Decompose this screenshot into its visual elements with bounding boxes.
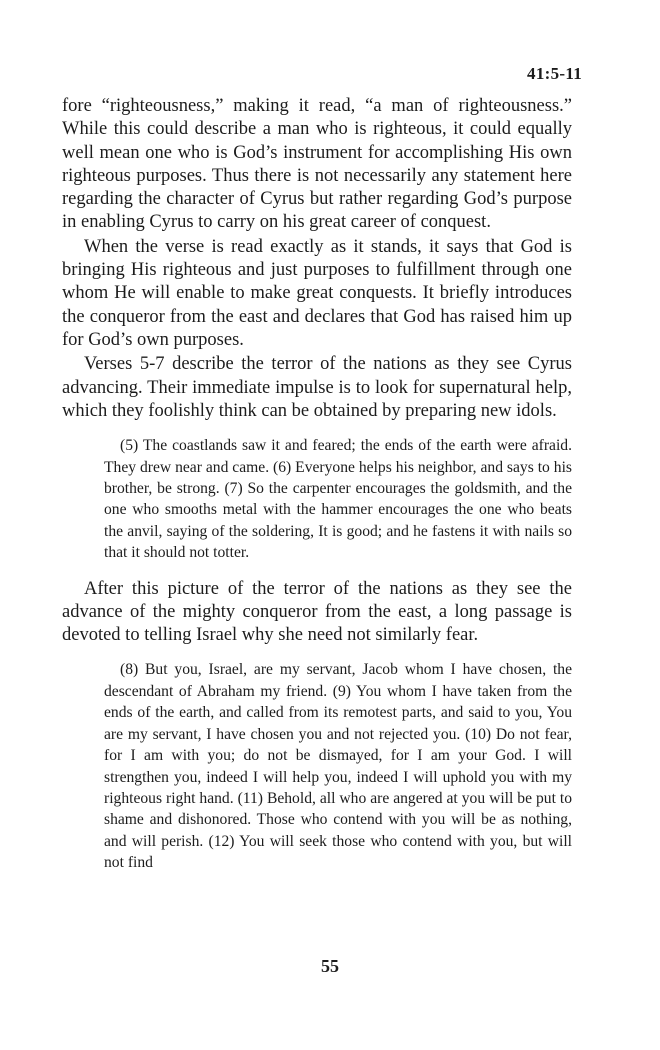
paragraph-verse-reading: When the verse is read exactly as it stands, it says that God is bringing His righteous and just purposes to fulfillment through one whom He will enable to make great conquests. It briefly introduces the conqueror from the east and declares that God has raised him up for God’s own purposes.: [62, 236, 572, 350]
paragraph-israel-fear: After this picture of the terror of the nations as they see the advance of the mighty conqueror from the east, a long passage is devoted to telling Israel why she need not similarly fear.: [62, 578, 572, 646]
page-number: 55: [321, 956, 339, 976]
scripture-quote-text: (8) But you, Israel, are my servant, Jacob whom I have chosen, the descendant of Abraham my friend. (9) You whom I have taken from the ends of the earth, and called from its remotest parts, and said to you, You are my servant, I have chosen you and not rejected you. (10) Do not fear, for I am with you; do not be dismayed, for I am your God. I will strengthen you, indeed I will help you, indeed I will uphold you with my righteous right hand. (11) Behold, all who are angered at you will be put to shame and dishonored. Those who contend with you will be as nothing, and will perish. (12) You will seek those who contend with you, but will not find: [104, 661, 572, 872]
paragraph-verses-5-7: Verses 5-7 describe the terror of the nations as they see Cyrus advancing. Their immediate impulse is to look for supernatural help, which they foolishly think can be obtained by preparing new idols.: [62, 354, 572, 421]
scripture-quote-5-7: [62, 435, 572, 563]
scripture-quote-text: (5) The coastlands saw it and feared; the ends of the earth were afraid. They drew near and came. (6) Everyone helps his neighbor, and says to his brother, be strong. (7) So the carpenter encourages the goldsmith, and the one who smooths metal with the hammer encourages the one who beats the anvil, saying of the soldering, It is good; and he fastens it with nails so that it should not totter.: [104, 437, 572, 562]
body-text: [62, 95, 572, 888]
running-head: 41:5-11: [527, 64, 582, 83]
scripture-quote-8-12: [62, 659, 572, 873]
paragraph-continuation: fore “righteousness,” making it read, “a man of righteousness.” While this could describe a man who is righteous, it could equally well mean one who is God’s instrument for accomplishing His own righteous purposes. Thus there is not necessarily any statement here regarding the character of Cyrus but rather regarding God’s purpose in enabling Cyrus to carry on his great career of conquest.: [62, 96, 572, 233]
